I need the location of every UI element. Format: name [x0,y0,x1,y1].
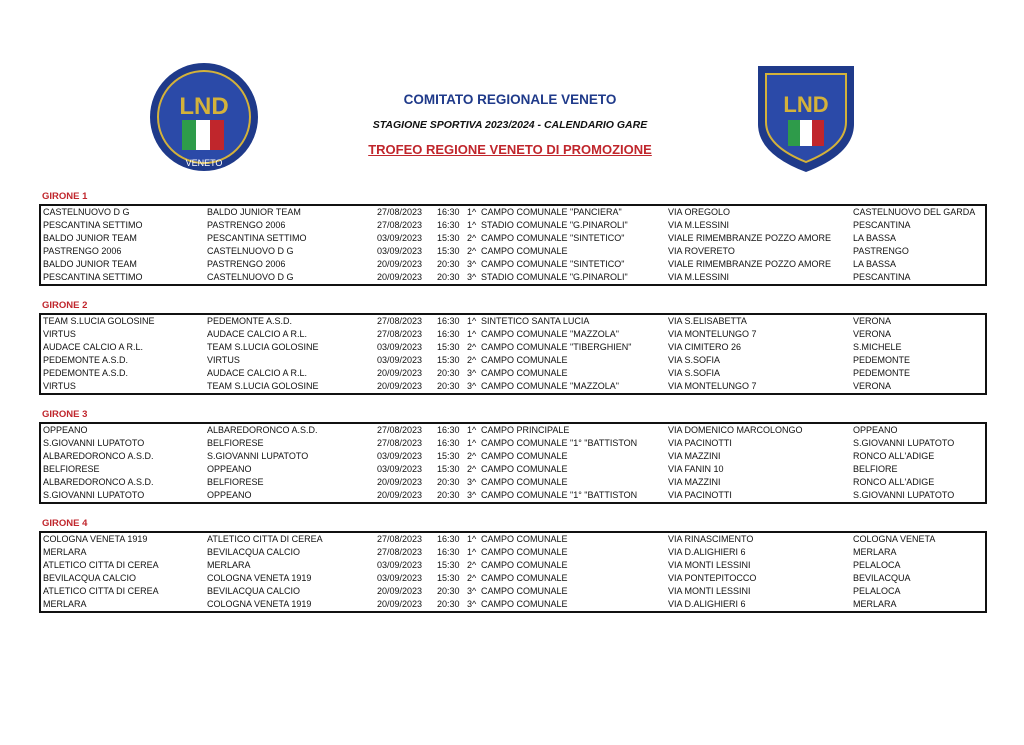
town-cell: BEVILACQUA [853,573,911,583]
match-date-cell: 03/09/2023 [377,451,423,461]
address-cell: VIA RINASCIMENTO [668,534,754,544]
group-table [39,313,987,395]
table-row [41,598,985,611]
home-team-cell: S.GIOVANNI LUPATOTO [43,438,145,448]
match-time-cell: 15:30 [437,573,460,583]
venue-cell: CAMPO COMUNALE "SINTETICO" [481,233,625,243]
address-cell: VIA MAZZINI [668,477,721,487]
round-cell: 1^ [467,547,477,557]
round-cell: 1^ [467,207,477,217]
home-team-cell: MERLARA [43,547,87,557]
address-cell: VIALE RIMEMBRANZE POZZO AMORE [668,233,832,243]
match-date-cell: 20/09/2023 [377,272,423,282]
away-team-cell: BALDO JUNIOR TEAM [207,207,301,217]
table-row [41,437,985,450]
address-cell: VIA S.SOFIA [668,355,721,365]
town-cell: VERONA [853,381,892,391]
town-cell: BELFIORE [853,464,898,474]
venue-cell: CAMPO COMUNALE [481,477,568,487]
group-table [39,531,987,613]
home-team-cell: PEDEMONTE A.S.D. [43,368,129,378]
away-team-cell: COLOGNA VENETA 1919 [207,599,312,609]
round-cell: 3^ [467,599,477,609]
home-team-cell: COLOGNA VENETA 1919 [43,534,148,544]
town-cell: RONCO ALL'ADIGE [853,451,935,461]
address-cell: VIA DOMENICO MARCOLONGO [668,425,803,435]
town-cell: CASTELNUOVO DEL GARDA [853,207,976,217]
table-row [41,533,985,546]
address-cell: VIA MONTI LESSINI [668,560,751,570]
town-cell: PASTRENGO [853,246,909,256]
round-cell: 2^ [467,464,477,474]
venue-cell: STADIO COMUNALE "G.PINAROLI" [481,220,628,230]
venue-cell: CAMPO COMUNALE [481,573,568,583]
away-team-cell: PEDEMONTE A.S.D. [207,316,293,326]
table-row [41,341,985,354]
svg-text:VENETO: VENETO [185,158,223,168]
home-team-cell: ATLETICO CITTA DI CEREA [43,586,159,596]
town-cell: VERONA [853,329,892,339]
table-row [41,206,985,219]
home-team-cell: ALBAREDORONCO A.S.D. [43,477,154,487]
table-row [41,572,985,585]
match-date-cell: 20/09/2023 [377,368,423,378]
venue-cell: CAMPO COMUNALE "TIBERGHIEN" [481,342,632,352]
match-date-cell: 27/08/2023 [377,547,423,557]
table-row [41,380,985,393]
away-team-cell: MERLARA [207,560,251,570]
away-team-cell: BEVILACQUA CALCIO [207,586,301,596]
venue-cell: CAMPO COMUNALE [481,368,568,378]
match-date-cell: 03/09/2023 [377,560,423,570]
table-row [41,463,985,476]
venue-cell: CAMPO COMUNALE "SINTETICO" [481,259,625,269]
match-date-cell: 03/09/2023 [377,464,423,474]
round-cell: 2^ [467,355,477,365]
venue-cell: CAMPO PRINCIPALE [481,425,570,435]
match-date-cell: 20/09/2023 [377,381,423,391]
address-cell: VIA MONTELUNGO 7 [668,329,757,339]
match-time-cell: 16:30 [437,329,460,339]
address-cell: VIA M.LESSINI [668,272,730,282]
match-date-cell: 03/09/2023 [377,573,423,583]
home-team-cell: PASTRENGO 2006 [43,246,122,256]
away-team-cell: TEAM S.LUCIA GOLOSINE [207,342,319,352]
match-date-cell: 03/09/2023 [377,355,423,365]
home-team-cell: ALBAREDORONCO A.S.D. [43,451,154,461]
match-date-cell: 27/08/2023 [377,534,423,544]
season-subtitle: STAGIONE SPORTIVA 2023/2024 - CALENDARIO GARE [372,119,648,131]
town-cell: PEDEMONTE [853,368,911,378]
venue-cell: CAMPO COMUNALE "PANCIERA" [481,207,622,217]
venue-cell: CAMPO COMUNALE "MAZZOLA" [481,329,619,339]
round-cell: 3^ [467,368,477,378]
table-row [41,367,985,380]
town-cell: PELALOCA [853,560,901,570]
table-row [41,315,985,328]
round-cell: 2^ [467,233,477,243]
venue-cell: CAMPO COMUNALE "1° "BATTISTON [481,490,638,500]
round-cell: 1^ [467,534,477,544]
venue-cell: CAMPO COMUNALE [481,355,568,365]
away-team-cell: COLOGNA VENETA 1919 [207,573,312,583]
round-cell: 1^ [467,438,477,448]
match-time-cell: 20:30 [437,599,460,609]
home-team-cell: PESCANTINA SETTIMO [43,220,143,230]
town-cell: S.GIOVANNI LUPATOTO [853,490,955,500]
address-cell: VIA D.ALIGHIERI 6 [668,599,746,609]
away-team-cell: ATLETICO CITTA DI CEREA [207,534,323,544]
address-cell: VIA FANIN 10 [668,464,724,474]
address-cell: VIA S.ELISABETTA [668,316,747,326]
table-row [41,424,985,437]
home-team-cell: BALDO JUNIOR TEAM [43,259,137,269]
round-cell: 3^ [467,477,477,487]
away-team-cell: OPPEANO [207,464,252,474]
match-date-cell: 27/08/2023 [377,438,423,448]
table-row [41,232,985,245]
home-team-cell: PESCANTINA SETTIMO [43,272,143,282]
table-row [41,476,985,489]
match-date-cell: 03/09/2023 [377,233,423,243]
away-team-cell: CASTELNUOVO D G [207,272,294,282]
home-team-cell: CASTELNUOVO D G [43,207,130,217]
address-cell: VIA PACINOTTI [668,490,732,500]
match-time-cell: 20:30 [437,259,460,269]
town-cell: MERLARA [853,547,897,557]
town-cell: RONCO ALL'ADIGE [853,477,935,487]
away-team-cell: ALBAREDORONCO A.S.D. [207,425,318,435]
home-team-cell: VIRTUS [43,381,76,391]
match-date-cell: 20/09/2023 [377,259,423,269]
address-cell: VIA S.SOFIA [668,368,721,378]
table-row [41,546,985,559]
away-team-cell: VIRTUS [207,355,240,365]
venue-cell: CAMPO COMUNALE [481,451,568,461]
table-row [41,245,985,258]
committee-title: COMITATO REGIONALE VENETO [403,92,617,107]
away-team-cell: AUDACE CALCIO A R.L. [207,368,308,378]
address-cell: VIA PACINOTTI [668,438,732,448]
home-team-cell: BALDO JUNIOR TEAM [43,233,137,243]
table-row [41,450,985,463]
group-title: GIRONE 4 [42,518,88,529]
match-date-cell: 20/09/2023 [377,599,423,609]
match-time-cell: 20:30 [437,272,460,282]
town-cell: S.GIOVANNI LUPATOTO [853,438,955,448]
round-cell: 1^ [467,425,477,435]
address-cell: VIA PONTEPITOCCO [668,573,757,583]
match-time-cell: 15:30 [437,246,460,256]
away-team-cell: BELFIORESE [207,438,264,448]
home-team-cell: OPPEANO [43,425,88,435]
lnd-veneto-round-logo [146,62,262,174]
table-row [41,258,985,271]
venue-cell: CAMPO COMUNALE [481,547,568,557]
round-cell: 3^ [467,259,477,269]
address-cell: VIALE RIMEMBRANZE POZZO AMORE [668,259,832,269]
away-team-cell: PASTRENGO 2006 [207,259,286,269]
round-cell: 3^ [467,490,477,500]
match-time-cell: 16:30 [437,438,460,448]
group-table [39,422,987,504]
address-cell: VIA ROVERETO [668,246,735,256]
match-date-cell: 27/08/2023 [377,220,423,230]
match-date-cell: 20/09/2023 [377,490,423,500]
home-team-cell: MERLARA [43,599,87,609]
away-team-cell: CASTELNUOVO D G [207,246,294,256]
table-row [41,219,985,232]
group-title: GIRONE 2 [42,300,88,311]
match-time-cell: 15:30 [437,464,460,474]
match-time-cell: 16:30 [437,316,460,326]
address-cell: VIA M.LESSINI [668,220,730,230]
away-team-cell: AUDACE CALCIO A R.L. [207,329,308,339]
venue-cell: CAMPO COMUNALE [481,464,568,474]
match-date-cell: 20/09/2023 [377,586,423,596]
svg-text:LND: LND [783,92,829,117]
match-time-cell: 16:30 [437,220,460,230]
match-date-cell: 27/08/2023 [377,207,423,217]
match-date-cell: 27/08/2023 [377,316,423,326]
match-time-cell: 20:30 [437,381,460,391]
home-team-cell: VIRTUS [43,329,76,339]
venue-cell: CAMPO COMUNALE "MAZZOLA" [481,381,619,391]
table-row [41,559,985,572]
round-cell: 3^ [467,272,477,282]
svg-text:LND: LND [179,93,229,120]
venue-cell: CAMPO COMUNALE [481,534,568,544]
match-time-cell: 16:30 [437,547,460,557]
town-cell: PESCANTINA [853,272,911,282]
group-table [39,204,987,286]
match-date-cell: 03/09/2023 [377,246,423,256]
round-cell: 1^ [467,316,477,326]
home-team-cell: PEDEMONTE A.S.D. [43,355,129,365]
round-cell: 3^ [467,586,477,596]
home-team-cell: BEVILACQUA CALCIO [43,573,137,583]
match-date-cell: 27/08/2023 [377,425,423,435]
table-row [41,489,985,502]
home-team-cell: S.GIOVANNI LUPATOTO [43,490,145,500]
town-cell: LA BASSA [853,259,897,269]
venue-cell: CAMPO COMUNALE [481,586,568,596]
town-cell: LA BASSA [853,233,897,243]
away-team-cell: TEAM S.LUCIA GOLOSINE [207,381,319,391]
table-row [41,271,985,284]
round-cell: 2^ [467,560,477,570]
home-team-cell: TEAM S.LUCIA GOLOSINE [43,316,155,326]
match-date-cell: 03/09/2023 [377,342,423,352]
match-time-cell: 15:30 [437,451,460,461]
match-time-cell: 20:30 [437,368,460,378]
match-time-cell: 15:30 [437,355,460,365]
home-team-cell: BELFIORESE [43,464,100,474]
group-title: GIRONE 3 [42,409,88,420]
address-cell: VIA MAZZINI [668,451,721,461]
match-date-cell: 20/09/2023 [377,477,423,487]
town-cell: MERLARA [853,599,897,609]
address-cell: VIA CIMITERO 26 [668,342,742,352]
address-cell: VIA MONTI LESSINI [668,586,751,596]
match-time-cell: 15:30 [437,560,460,570]
away-team-cell: BELFIORESE [207,477,264,487]
round-cell: 3^ [467,381,477,391]
away-team-cell: OPPEANO [207,490,252,500]
match-time-cell: 16:30 [437,534,460,544]
group-title: GIRONE 1 [42,191,88,202]
match-time-cell: 15:30 [437,233,460,243]
away-team-cell: BEVILACQUA CALCIO [207,547,301,557]
away-team-cell: PASTRENGO 2006 [207,220,286,230]
table-row [41,354,985,367]
town-cell: COLOGNA VENETA [853,534,936,544]
away-team-cell: S.GIOVANNI LUPATOTO [207,451,309,461]
table-row [41,585,985,598]
match-time-cell: 16:30 [437,425,460,435]
town-cell: PELALOCA [853,586,901,596]
trophy-title: TROFEO REGIONE VENETO DI PROMOZIONE [368,142,652,157]
venue-cell: CAMPO COMUNALE "1° "BATTISTON [481,438,638,448]
venue-cell: CAMPO COMUNALE [481,560,568,570]
town-cell: PEDEMONTE [853,355,911,365]
address-cell: VIA OREGOLO [668,207,731,217]
table-row [41,328,985,341]
home-team-cell: AUDACE CALCIO A R.L. [43,342,144,352]
round-cell: 2^ [467,342,477,352]
home-team-cell: ATLETICO CITTA DI CEREA [43,560,159,570]
round-cell: 1^ [467,329,477,339]
address-cell: VIA D.ALIGHIERI 6 [668,547,746,557]
town-cell: VERONA [853,316,892,326]
match-time-cell: 15:30 [437,342,460,352]
match-time-cell: 20:30 [437,586,460,596]
venue-cell: CAMPO COMUNALE [481,246,568,256]
match-time-cell: 16:30 [437,207,460,217]
match-date-cell: 27/08/2023 [377,329,423,339]
round-cell: 2^ [467,246,477,256]
lnd-shield-logo [754,62,858,174]
match-time-cell: 20:30 [437,490,460,500]
round-cell: 2^ [467,573,477,583]
town-cell: OPPEANO [853,425,898,435]
round-cell: 1^ [467,220,477,230]
away-team-cell: PESCANTINA SETTIMO [207,233,307,243]
town-cell: S.MICHELE [853,342,902,352]
venue-cell: SINTETICO SANTA LUCIA [481,316,590,326]
address-cell: VIA MONTELUNGO 7 [668,381,757,391]
venue-cell: STADIO COMUNALE "G.PINAROLI" [481,272,628,282]
match-time-cell: 20:30 [437,477,460,487]
venue-cell: CAMPO COMUNALE [481,599,568,609]
round-cell: 2^ [467,451,477,461]
town-cell: PESCANTINA [853,220,911,230]
